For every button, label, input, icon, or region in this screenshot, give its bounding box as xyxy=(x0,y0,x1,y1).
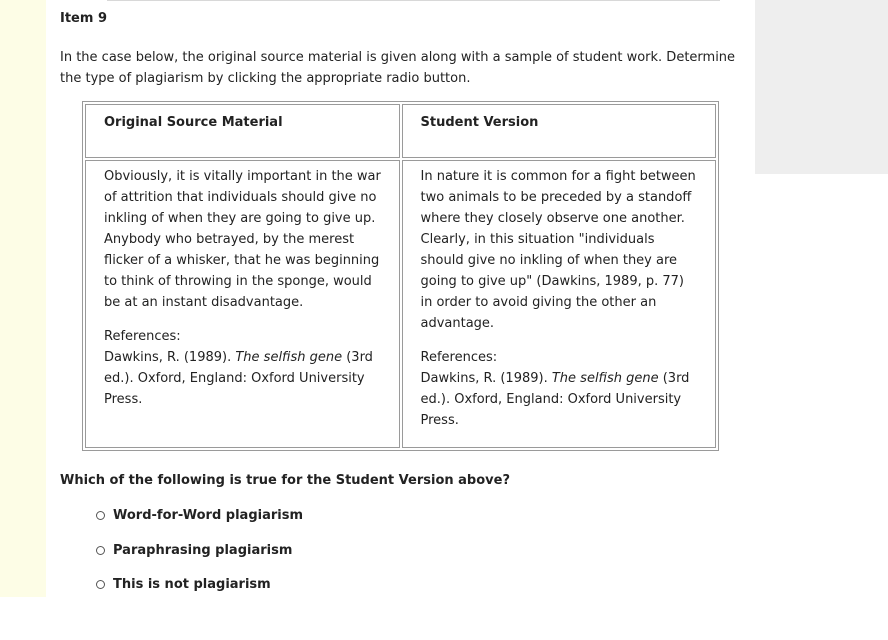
item-title: Item 9 xyxy=(60,11,107,26)
radio-button-icon[interactable] xyxy=(96,580,105,589)
table-header-row xyxy=(85,104,716,158)
option-label: Word-for-Word plagiarism xyxy=(113,507,303,523)
original-references-label: References: xyxy=(104,329,181,344)
student-version-cell xyxy=(402,160,717,448)
original-header: Original Source Material xyxy=(85,104,400,158)
original-reference-author: Dawkins, R. (1989). xyxy=(104,350,236,365)
option-label: This is not plagiarism xyxy=(113,576,271,592)
original-reference-title: The selfish gene xyxy=(235,350,343,365)
top-divider xyxy=(107,0,720,1)
original-source-cell xyxy=(85,160,400,448)
option-word-for-word[interactable] xyxy=(96,505,303,525)
student-reference-title: The selfish gene xyxy=(551,371,659,386)
instructions-text: In the case below, the original source material is given along with a sample of student work. Determine the type of plagiarism by clicking the appropriate radio button. xyxy=(60,50,736,86)
comparison-table xyxy=(82,101,719,451)
option-paraphrasing[interactable] xyxy=(96,540,292,560)
option-label: Paraphrasing plagiarism xyxy=(113,542,293,558)
radio-button-icon[interactable] xyxy=(96,511,105,520)
option-not-plagiarism[interactable] xyxy=(96,574,271,594)
original-reference xyxy=(104,347,383,410)
student-text: In nature it is common for a fight between two animals to be preceded by a standoff where they closely observe one another. Clearly, in this situation "individuals should give no inkling of when they are going to give up" (Dawkins, 1989, p. 77) in order to avoid giving the other an advantage. xyxy=(420,169,696,331)
student-reference xyxy=(421,368,700,431)
original-text: Obviously, it is vitally important in the war of attrition that individuals should give no inkling of when they are going to give up. Anybody who betrayed, by the merest flicker of a whisker, that he was beginning to think of throwing in the sponge, would be at an instant disadvantage. xyxy=(104,169,381,310)
radio-button-icon[interactable] xyxy=(96,546,105,555)
left-margin-strip xyxy=(0,0,46,597)
student-reference-rest: (3rd ed.). Oxford, England: Oxford University Press. xyxy=(420,371,690,428)
question-text: Which of the following is true for the Student Version above? xyxy=(60,473,510,488)
student-references-label: References: xyxy=(420,350,498,365)
student-reference-author: Dawkins, R. (1989). xyxy=(420,371,552,386)
original-reference-rest: (3rd ed.). Oxford, England: Oxford University Press. xyxy=(104,350,373,407)
right-side-panel xyxy=(755,0,888,174)
student-header: Student Version xyxy=(402,104,717,158)
table-body-row xyxy=(85,160,716,448)
